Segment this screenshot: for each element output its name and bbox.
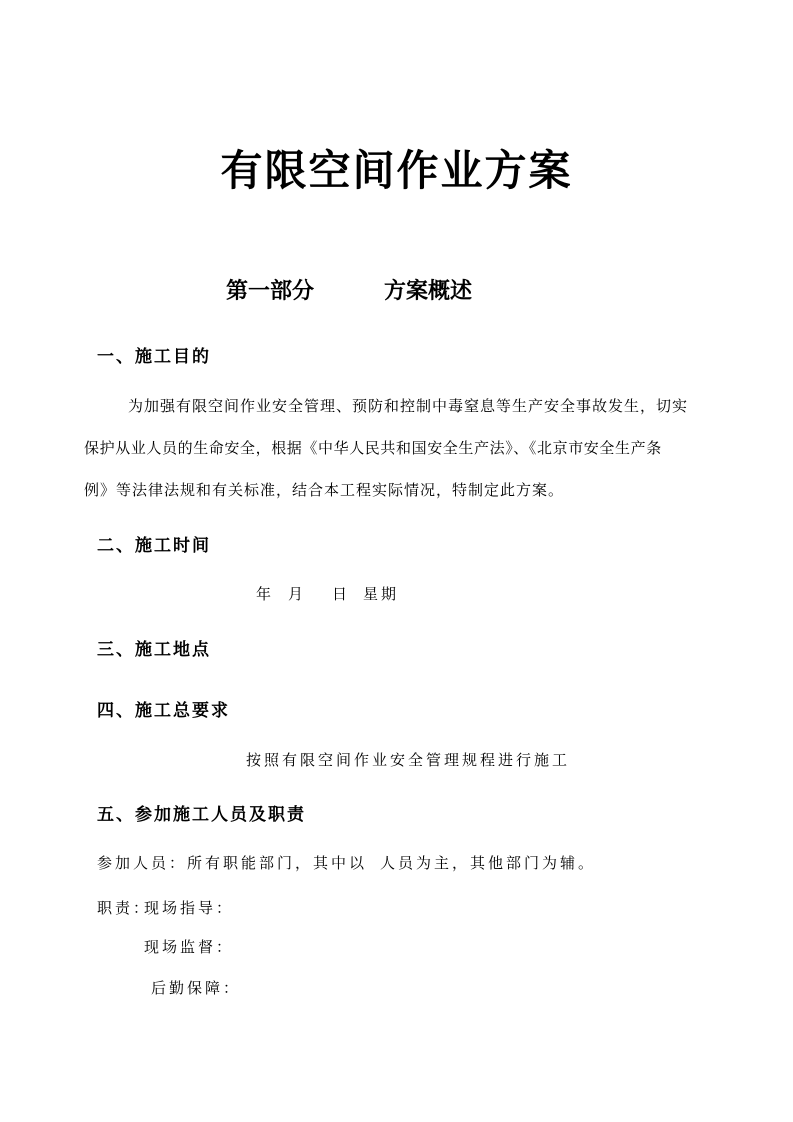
section-heading-location: 三、施工地点 xyxy=(97,640,211,660)
date-year: 年 xyxy=(256,585,275,603)
participants-suffix: 人员为主，其他部门为辅。 xyxy=(380,854,597,872)
duty-logistics: 后勤保障： xyxy=(151,979,242,997)
date-weekday: 星期 xyxy=(363,585,400,603)
paragraph-line: 例》等法律法规和有关标准，结合本工程实际情况，特制定此方案。 xyxy=(84,481,565,499)
duties-label: 职责： xyxy=(97,899,152,917)
part-name: 方案概述 xyxy=(384,279,473,304)
part-number: 第一部分 xyxy=(226,279,315,304)
paragraph-line: 为加强有限空间作业安全管理、预防和控制中毒窒息等生产安全事故发生，切实 xyxy=(128,397,689,415)
duty-guidance: 现场指导： xyxy=(144,899,235,917)
duty-supervision: 现场监督： xyxy=(144,938,235,956)
paragraph-line: 保护从业人员的生命安全，根据《中华人民共和国安全生产法》、《北京市安全生产条 xyxy=(84,439,662,457)
section-heading-purpose: 一、施工目的 xyxy=(97,347,211,367)
requirements-text: 按照有限空间作业安全管理规程进行施工 xyxy=(246,751,571,769)
participants-prefix: 参加人员：所有职能部门，其中以 xyxy=(97,854,368,872)
document-title: 有限空间作业方案 xyxy=(220,146,573,195)
section-heading-time: 二、施工时间 xyxy=(97,536,211,556)
section-heading-personnel: 五、参加施工人员及职责 xyxy=(97,805,306,825)
date-month: 月 xyxy=(288,585,307,603)
date-day: 日 xyxy=(332,585,351,603)
section-heading-requirements: 四、施工总要求 xyxy=(97,701,230,721)
